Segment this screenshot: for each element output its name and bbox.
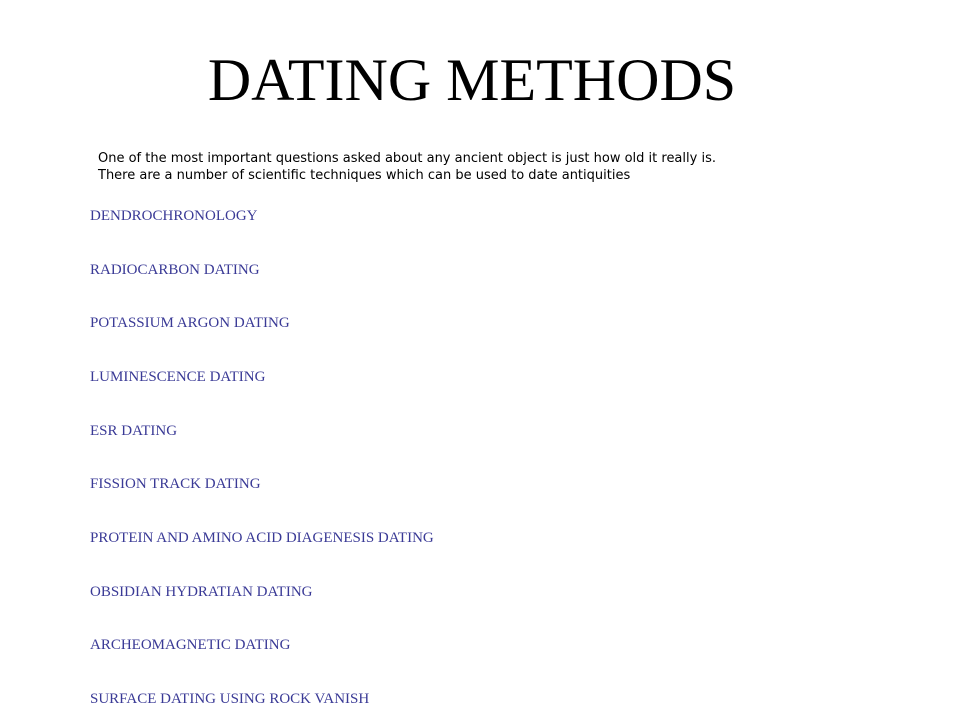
method-link-luminescence-dating[interactable]: LUMINESCENCE DATING: [90, 368, 266, 385]
method-link-radiocarbon-dating[interactable]: RADIOCARBON DATING: [90, 261, 260, 278]
intro-line: One of the most important questions asked about any ancient object is just how old it really is.: [98, 151, 716, 166]
method-link-protein-amino-acid-diagenesis-dating[interactable]: PROTEIN AND AMINO ACID DIAGENESIS DATING: [90, 529, 434, 546]
dating-methods-list: [90, 205, 434, 710]
slide-title: DATING METHODS: [207, 47, 737, 113]
intro-line: There are a number of scientific techniques which can be used to date antiquities: [98, 168, 631, 183]
method-link-archeomagnetic-dating[interactable]: ARCHEOMAGNETIC DATING: [90, 637, 291, 654]
method-link-esr-dating[interactable]: ESR DATING: [90, 422, 178, 439]
intro-text: [98, 150, 858, 184]
method-link-fission-track-dating[interactable]: FISSION TRACK DATING: [90, 476, 261, 493]
method-link-dendrochronology[interactable]: DENDROCHRONOLOGY: [90, 208, 258, 224]
method-link-potassium-argon-dating[interactable]: POTASSIUM ARGON DATING: [90, 315, 290, 332]
method-link-obsidian-hydratian-dating[interactable]: OBSIDIAN HYDRATIAN DATING: [90, 583, 313, 600]
method-link-surface-dating-rock-vanish[interactable]: SURFACE DATING USING ROCK VANISH: [90, 690, 370, 707]
